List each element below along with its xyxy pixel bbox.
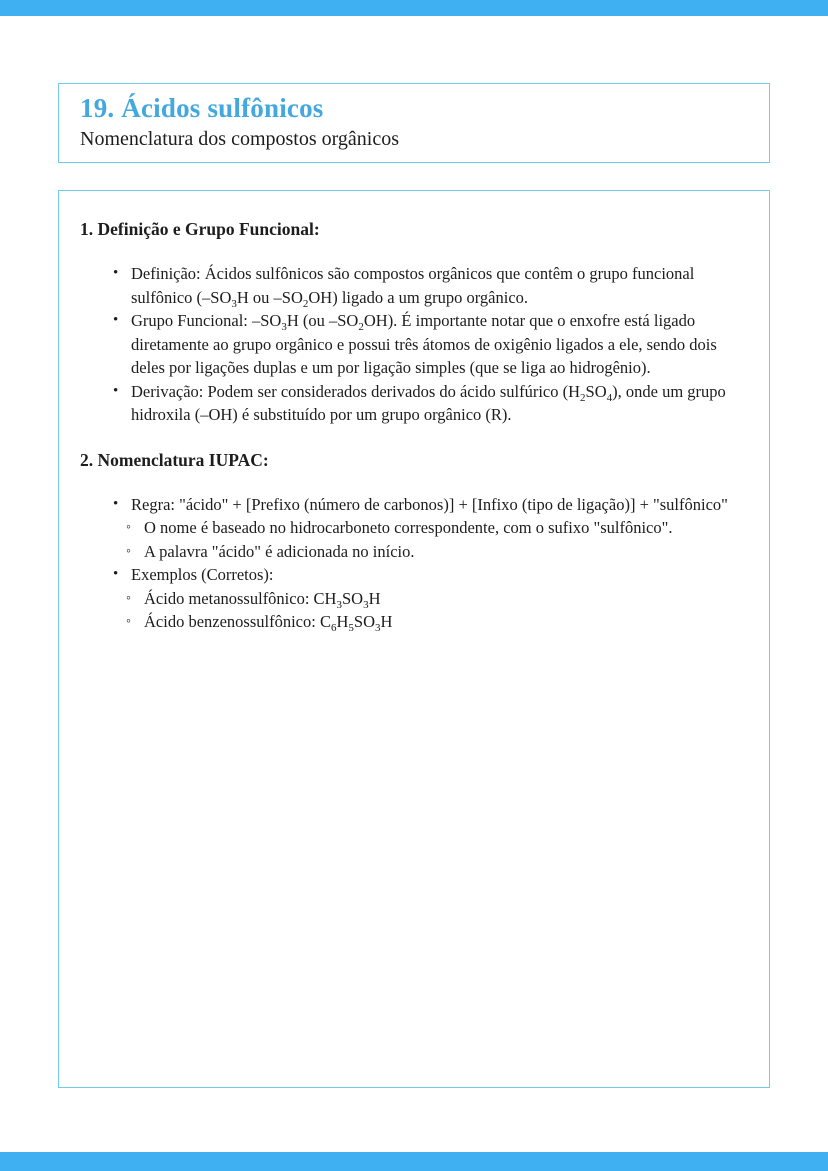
bullet-circle-icon: ◦ bbox=[126, 590, 131, 606]
list-item-text: A palavra "ácido" é adicionada no início. bbox=[144, 541, 415, 561]
bullet-circle-icon: ◦ bbox=[126, 520, 131, 535]
bullet-list bbox=[80, 262, 745, 427]
bullet-dot-icon: • bbox=[113, 566, 119, 582]
list-item-text: Ácido metanossulfônico: $CH_3SO_3H$ bbox=[144, 588, 381, 611]
bottom-accent-bar bbox=[0, 1152, 828, 1171]
list-item bbox=[80, 540, 745, 564]
bullet-dot-icon: • bbox=[113, 312, 119, 328]
section-heading: 2. Nomenclatura IUPAC: bbox=[80, 449, 269, 470]
bullet-dot-icon: • bbox=[113, 382, 119, 399]
list-item bbox=[80, 587, 745, 611]
list-item bbox=[80, 380, 745, 427]
title-card bbox=[58, 83, 770, 163]
list-item bbox=[80, 610, 745, 634]
section bbox=[80, 218, 745, 427]
list-item bbox=[80, 563, 745, 587]
page-subtitle: Nomenclatura dos compostos orgânicos bbox=[80, 128, 400, 150]
top-accent-bar bbox=[0, 0, 828, 16]
list-item bbox=[80, 516, 745, 540]
list-item-text: Ácido benzenossulfônico: $C_6H_5SO_3H$ bbox=[144, 612, 393, 634]
list-item-text: Derivação: Podem ser considerados derivados do ácido sulfúrico $(H_2SO_4)$, onde um grupo hidroxila (–OH) é substituído por um grupo orgânico (R). bbox=[131, 381, 726, 424]
list-item bbox=[80, 309, 745, 380]
page-title: 19. Ácidos sulfônicos bbox=[80, 93, 324, 123]
section bbox=[80, 449, 745, 634]
list-item-text: Definição: Ácidos sulfônicos são compostos orgânicos que contêm o grupo funcional sulfônico ($-SO_3H$ ou $-SO_2OH$) ligado a um grupo orgânico. bbox=[131, 264, 695, 310]
list-item bbox=[80, 493, 745, 517]
bullet-circle-icon: ◦ bbox=[126, 543, 131, 559]
bullet-circle-icon: ◦ bbox=[126, 614, 131, 629]
bullet-list bbox=[80, 493, 745, 634]
bullet-dot-icon: • bbox=[113, 265, 119, 281]
list-item-text: O nome é baseado no hidrocarboneto correspondente, com o sufixo "sulfônico". bbox=[144, 518, 673, 537]
content-card bbox=[58, 190, 770, 1088]
bullet-dot-icon: • bbox=[113, 495, 119, 512]
list-item-text: Regra: "ácido" + [Prefixo (número de carbonos)] + [Infixo (tipo de ligação)] + "sulfônico" bbox=[131, 494, 728, 514]
section-heading: 1. Definição e Grupo Funcional: bbox=[80, 219, 320, 239]
list-item-text: Exemplos (Corretos): bbox=[131, 565, 274, 584]
list-item bbox=[80, 262, 745, 309]
list-item-text: Grupo Funcional: $-SO_3H$ (ou $-SO_2OH$). É importante notar que o enxofre está ligado diretamente ao grupo orgânico e possui três átomos de oxigênio ligados a ele, sendo dois deles por ligações duplas e um por ligação simples (que se liga ao hidrogênio). bbox=[131, 311, 717, 377]
